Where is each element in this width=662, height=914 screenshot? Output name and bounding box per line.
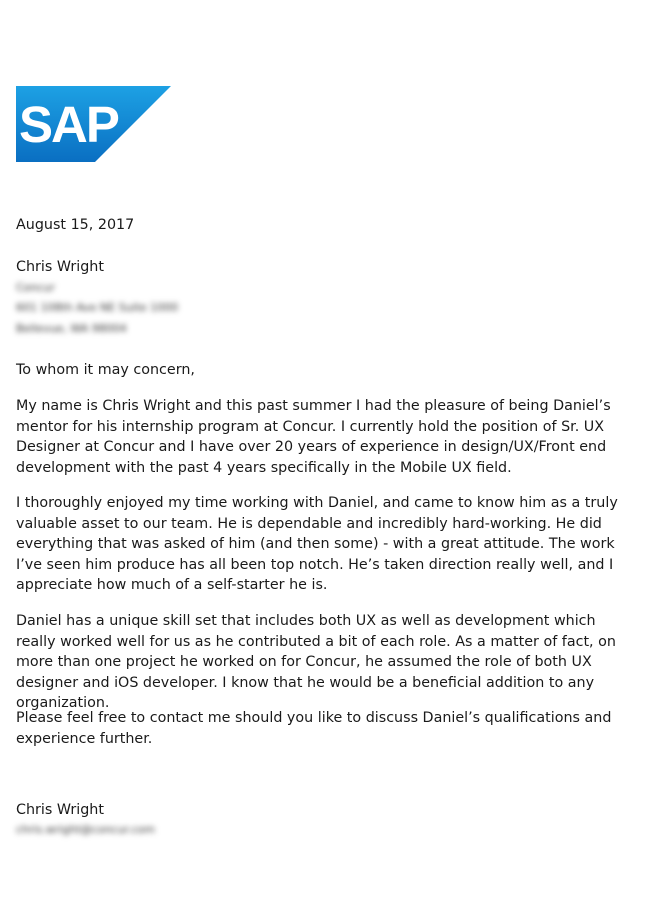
sap-logo <box>16 86 171 162</box>
sender-address: 601 108th Ave NE Suite 1000 <box>16 301 179 314</box>
paragraph-1: My name is Chris Wright and this past summer I had the pleasure of being Daniel’s mentor for his internship program at Concur. I currently hold the position of Sr. UX Designer at Concur and I have over 20 years of experience in design/UX/Front end development with the past 4 years specifically in the Mobile UX field. <box>16 398 611 476</box>
greeting: To whom it may concern, <box>16 362 195 378</box>
letter-date: August 15, 2017 <box>16 217 135 233</box>
sender-company: Concur <box>16 280 55 294</box>
registered-mark: ® <box>112 151 121 162</box>
closing-email: chris.wright@concur.com <box>16 823 155 836</box>
sender-city: Bellevue, WA 98004 <box>16 321 127 335</box>
sender-block <box>16 257 628 339</box>
paragraph-4: Please feel free to contact me should you like to discuss Daniel’s qualifications and experience further. <box>16 710 612 747</box>
sap-logo-text: SAP <box>19 96 118 153</box>
sender-name: Chris Wright <box>16 259 104 275</box>
paragraph-2: I thoroughly enjoyed my time working with Daniel, and came to know him as a truly valuable asset to our team. He is dependable and incredibly hard-working. He did everything that was asked of him (and then some) - with a great attitude. The work I’ve seen him produce has all been top notch. He’s taken direction really well, and I appreciate how much of a self-starter he is. <box>16 495 618 593</box>
closing-name: Chris Wright <box>16 802 104 818</box>
paragraph-3: Daniel has a unique skill set that includes both UX as well as development which really worked well for us as he contributed a bit of each role. As a matter of fact, on more than one project he worked on for Concur, he assumed the role of both UX designer and iOS developer. I know that he would be a beneficial addition to any organization. <box>16 613 616 711</box>
